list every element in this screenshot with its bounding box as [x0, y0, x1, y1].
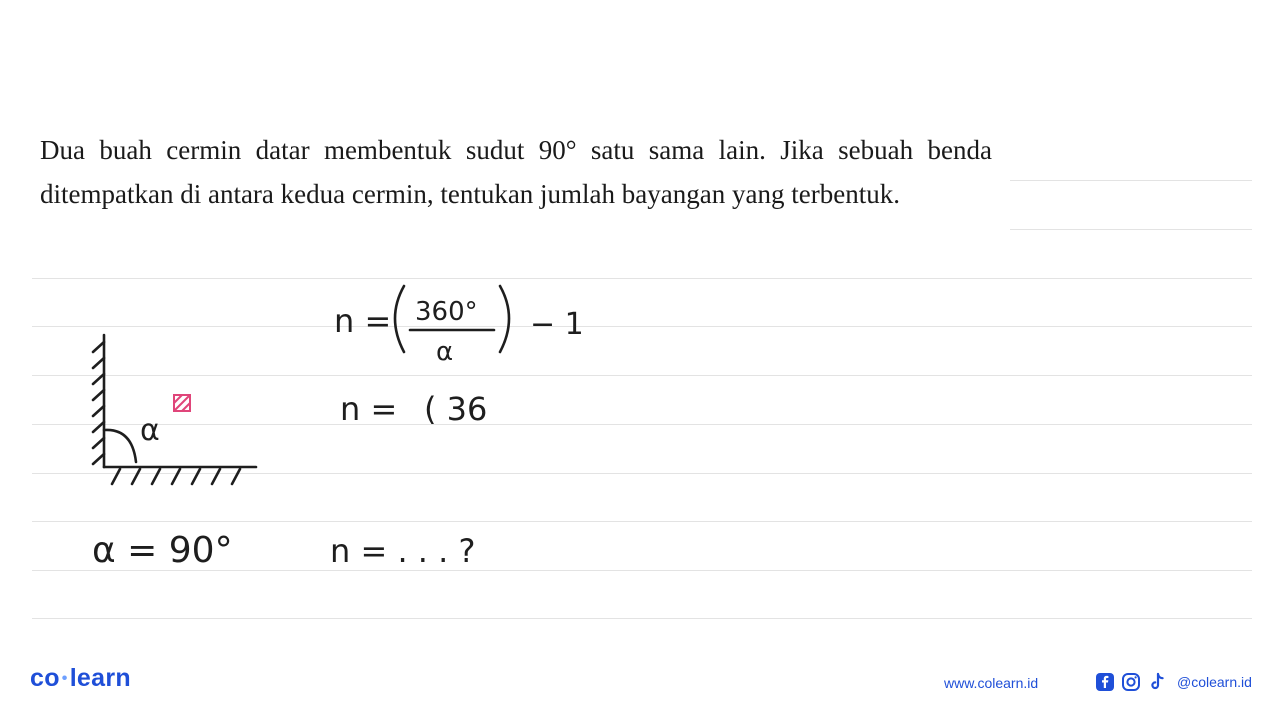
brand-right: learn [69, 664, 131, 692]
formula-minus-one: − 1 [530, 307, 584, 342]
given-angle: α = 90° [92, 530, 233, 571]
brand-left: co [30, 664, 60, 692]
colearn-logo [30, 664, 131, 693]
step2-partial: ( 36 [424, 390, 488, 428]
instagram-icon[interactable] [1121, 672, 1141, 692]
social-handle[interactable]: @colearn.id [1177, 674, 1252, 690]
unknown-n: n = . . . ? [330, 532, 476, 570]
vertical-mirror-hatching [93, 342, 104, 464]
question-text: Dua buah cermin datar membentuk sudut 90° satu sama lain. Jika sebuah benda ditempatkan di antara kedua cermin, tentukan jumlah bayangan yang terbentuk. [40, 135, 992, 209]
diagram-angle-label: α [140, 413, 160, 448]
formula-numerator: 360° [415, 297, 478, 327]
formula-open-paren [395, 286, 404, 352]
website-link[interactable]: www.colearn.id [944, 675, 1039, 691]
horizontal-mirror-hatching [112, 469, 240, 484]
formula-close-paren [500, 286, 509, 352]
formula-denominator: α [436, 337, 454, 367]
step2-lhs: n = [340, 390, 398, 428]
tiktok-icon[interactable] [1147, 672, 1167, 692]
object-icon [174, 395, 190, 411]
brand-dot: • [61, 670, 68, 688]
mirror-diagram [93, 335, 256, 484]
formula-lhs: n = [334, 302, 392, 340]
social-links [1095, 672, 1252, 692]
angle-arc [104, 430, 136, 462]
formula [334, 286, 584, 367]
facebook-icon[interactable] [1095, 672, 1115, 692]
